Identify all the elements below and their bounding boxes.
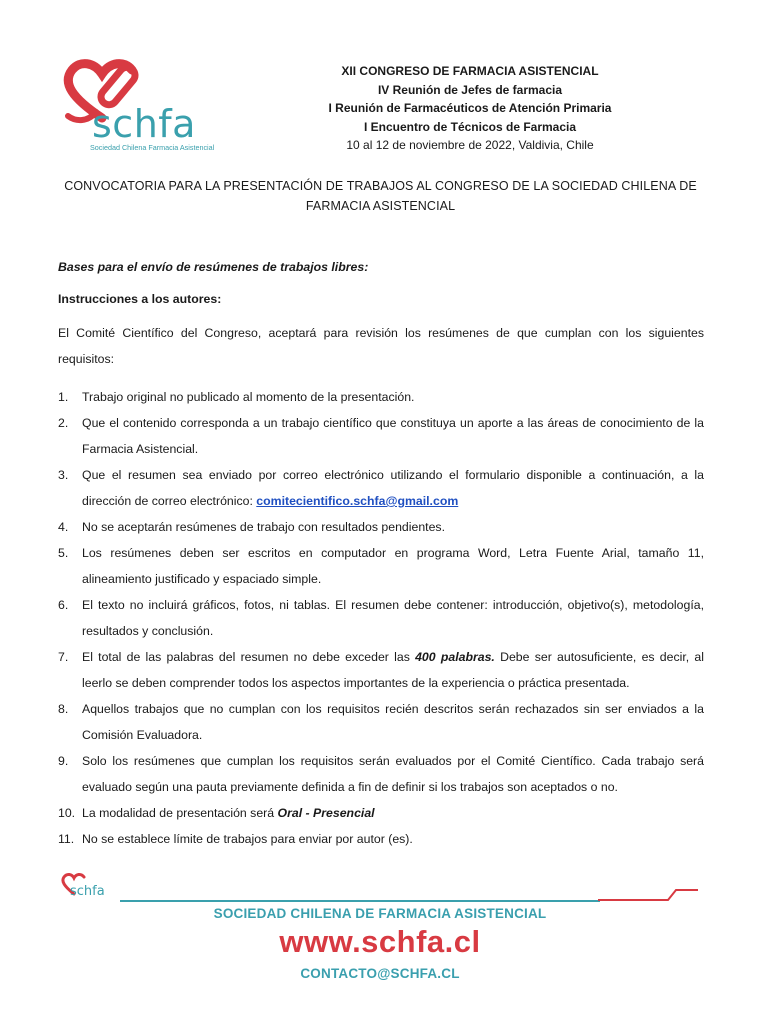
item-number: 11. [58,832,75,846]
footer-logo [60,872,120,912]
item-text: Debe ser autosuficiente, es decir, al leerlo se deben comprender todos los aspectos importantes de la experiencia o práctica presentada. [82,650,704,690]
item-text: Que el contenido corresponda a un trabajo científico que constituya un aporte a las áreas de conocimiento de la Farmacia Asistencial. [82,416,704,456]
list-item [58,800,704,826]
document-body [58,258,704,852]
item-number: 8. [58,702,69,716]
header-line: I Encuentro de Técnicos de Farmacia [363,119,577,134]
list-item [58,410,704,462]
item-text: Solo los resúmenes que cumplan los requisitos serán evaluados por el Comité Científico. Cada trabajo será evaluado según una pauta previamente definida a fin de definir si los trabajos son aceptados o no. [82,754,704,794]
item-text: Que el resumen sea enviado por correo electrónico utilizando el formulario disponible a continuación, a la dirección de correo electrónico: [82,468,704,508]
item-number: 10. [58,806,76,820]
list-item [58,592,704,644]
header-line: I Reunión de Farmacéuticos de Atención Primaria [328,101,612,116]
header-line: IV Reunión de Jefes de farmacia [377,82,563,97]
item-number: 2. [58,416,69,430]
list-item [58,462,704,514]
list-item [58,696,704,748]
schfa-logo [62,58,232,156]
footer-organization: SOCIEDAD CHILENA DE FARMACIA ASISTENCIAL [213,906,547,921]
presentation-mode: Oral - Presencial [277,806,375,820]
item-number: 9. [58,754,69,768]
list-item [58,384,704,410]
footer-email[interactable]: CONTACTO@SCHFA.CL [300,966,460,981]
footer-divider-accent [598,886,698,904]
logo-wordmark: schfa [92,102,196,146]
footer-divider [120,900,600,902]
item-text: No se establece límite de trabajos para enviar por autor (es). [82,832,413,846]
item-number: 6. [58,598,69,612]
item-number: 1. [58,390,69,404]
document-title: CONVOCATORIA PARA LA PRESENTACIÓN DE TRABAJOS AL CONGRESO DE LA SOCIEDAD CHILENA DE FARMACIA ASISTENCIAL [64,179,697,213]
requirements-list [58,384,704,852]
header-line: XII CONGRESO DE FARMACIA ASISTENCIAL [341,64,599,78]
list-item [58,826,704,852]
logo-subtitle: Sociedad Chilena Farmacia Asistencial [90,143,215,152]
item-text: Aquellos trabajos que no cumplan con los requisitos recién descritos serán rechazados sin ser enviados a la Comisión Evaluadora. [82,702,704,742]
item-text: Los resúmenes deben ser escritos en computador en programa Word, Letra Fuente Arial, tamaño 11, alineamiento justificado y espaciado simple. [82,546,704,586]
item-text: La modalidad de presentación será [82,806,278,820]
list-item [58,644,704,696]
congress-header [305,62,635,155]
intro-paragraph: El Comité Científico del Congreso, aceptará para revisión los resúmenes de que cumplan con los siguientes requisitos: [58,326,704,366]
item-text: Trabajo original no publicado al momento de la presentación. [82,390,415,404]
list-item [58,514,704,540]
bases-heading: Bases para el envío de resúmenes de trabajos libres: [58,260,369,274]
item-text: El texto no incluirá gráficos, fotos, ni tablas. El resumen debe contener: introducción, objetivo(s), metodología, resultados y conclusión. [82,598,704,638]
list-item [58,540,704,592]
item-number: 7. [58,650,69,664]
header-date: 10 al 12 de noviembre de 2022, Valdivia, Chile [346,138,594,153]
item-text: El total de las palabras del resumen no debe exceder las [82,650,416,664]
instructions-heading: Instrucciones a los autores: [58,292,222,306]
item-number: 5. [58,546,69,560]
list-item [58,748,704,800]
word-limit: 400 palabras. [415,650,495,664]
item-number: 4. [58,520,69,534]
footer-website[interactable]: www.schfa.cl [279,924,481,959]
item-text: No se aceptarán resúmenes de trabajo con resultados pendientes. [82,520,445,534]
email-link[interactable]: comitecientifico.schfa@gmail.com [256,494,459,508]
item-number: 3. [58,468,69,482]
footer-logo-wordmark: schfa [70,884,105,899]
